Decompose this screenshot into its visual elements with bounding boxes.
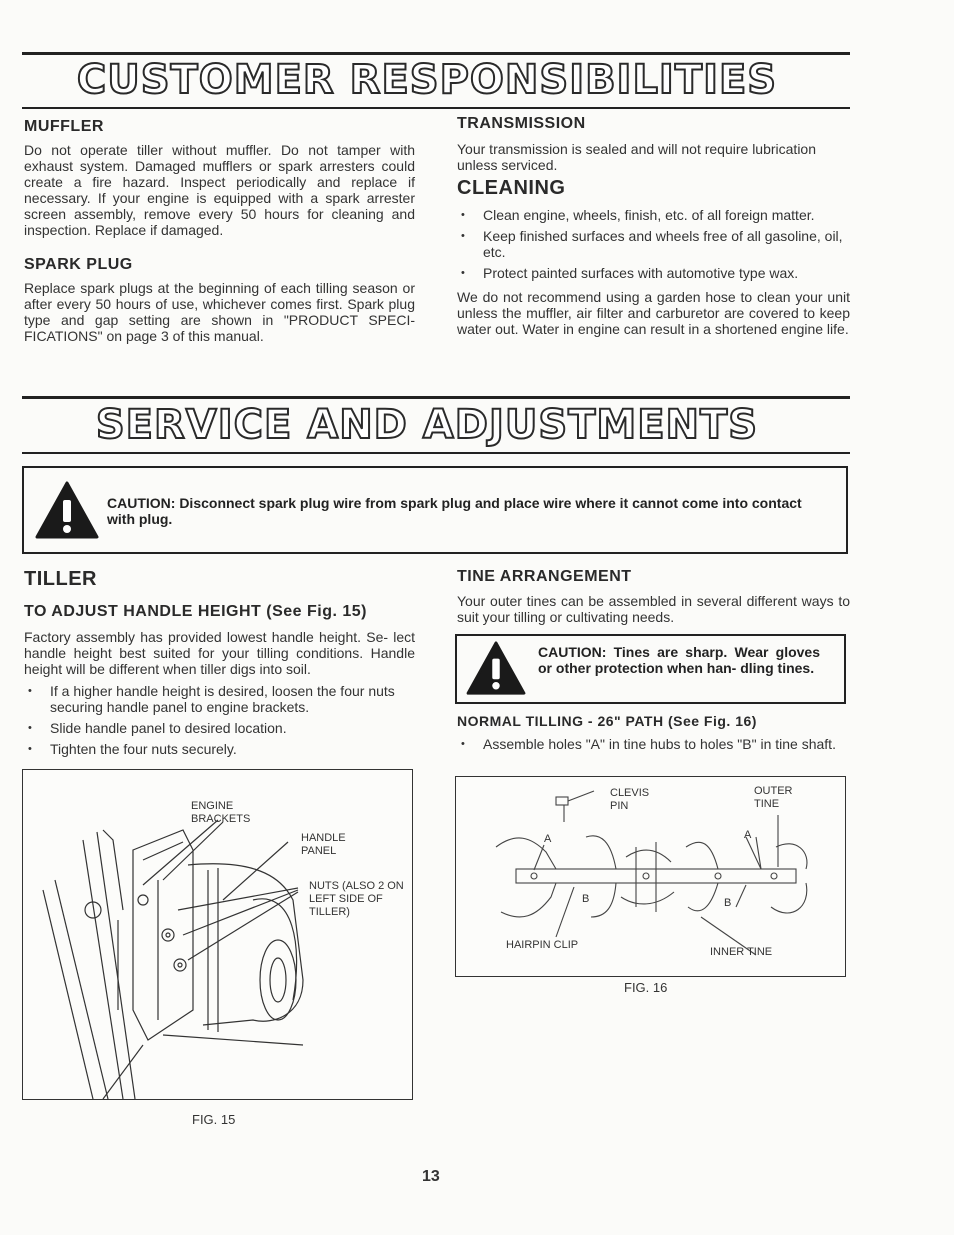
warning-icon <box>34 480 100 540</box>
a-left-label: A <box>544 833 552 845</box>
muffler-text: Do not operate tiller without muffler. Do not tamper with exhaust system. Damaged mufflers or spark arresters could create a fire hazard. Inspect periodically and replace if necessary. If your engine is equipped with a spark arrester screen assembly, remove every 50 hours for cleaning and inspection. Replace if damaged. <box>24 142 415 238</box>
spark-plug-heading: SPARK PLUG <box>24 256 133 273</box>
hairpin-clip-label: HAIRPIN CLIP <box>506 939 579 951</box>
customer-title-rule <box>22 107 850 109</box>
list-item: • Tighten the four nuts securely. <box>24 741 416 757</box>
tiller-heading: TILLER <box>24 568 97 590</box>
transmission-heading: TRANSMISSION <box>457 115 586 132</box>
outer-tine-label: OUTER TINE <box>754 785 793 810</box>
a-right-label: A <box>744 829 752 841</box>
figure-15-caption: FIG. 15 <box>192 1112 236 1127</box>
b-left-label: B <box>582 893 590 905</box>
list-item: • Slide handle panel to desired location. <box>24 720 416 736</box>
normal-tilling-bullets <box>457 736 849 757</box>
service-top-rule <box>22 396 850 399</box>
tine-arrangement-text: Your outer tines can be assembled in several different ways to suit your tilling or cultivating needs. <box>457 593 850 625</box>
inner-tine-label: INNER TINE <box>710 946 773 958</box>
list-item: • Clean engine, wheels, finish, etc. of all foreign matter. <box>457 207 852 223</box>
cleaning-text: We do not recommend using a garden hose to clean your unit unless the muffler, air filter and carburetor are covered to keep water out. Water in engine can result in a shortened engine life. <box>457 289 850 337</box>
warning-icon <box>465 640 527 696</box>
list-item: • Assemble holes "A" in tine hubs to holes "B" in tine shaft. <box>457 736 849 752</box>
clevis-pin-label: CLEVIS PIN <box>610 787 650 812</box>
cleaning-heading: CLEANING <box>457 177 566 199</box>
figure-16 <box>455 776 846 977</box>
nuts-label: NUTS (ALSO 2 ON LEFT SIDE OF TILLER) <box>309 880 404 918</box>
adjust-handle-bullets <box>24 683 416 762</box>
handle-panel-label: HANDLE PANEL <box>301 832 346 857</box>
figure-16-caption: FIG. 16 <box>624 980 668 995</box>
page-number: 13 <box>422 1168 440 1185</box>
tine-arrangement-heading: TINE ARRANGEMENT <box>457 568 632 585</box>
b-right-label: B <box>724 897 732 909</box>
adjust-handle-text: Factory assembly has provided lowest handle height. Se- lect handle height best suited for your tilling conditions. Handle height will be different when tiller digs into soil. <box>24 629 415 677</box>
spark-plug-text: Replace spark plugs at the beginning of each tilling season or after every 50 hours of use, whichever comes first. Spark plug type and gap setting are shown in "PRODUCT SPECI- FICATIONS" on page 3 of this manual. <box>24 280 415 344</box>
customer-title: CUSTOMER RESPONSIBILITIES <box>76 57 778 103</box>
normal-tilling-heading: NORMAL TILLING - 26" PATH (See Fig. 16) <box>457 713 757 729</box>
service-title-rule <box>22 452 850 454</box>
list-item: • Keep finished surfaces and wheels free of all gasoline, oil, etc. <box>457 228 852 260</box>
adjust-handle-heading: TO ADJUST HANDLE HEIGHT (See Fig. 15) <box>24 603 367 620</box>
muffler-heading: MUFFLER <box>24 118 104 135</box>
top-rule <box>22 52 850 55</box>
caution-text-tines: CAUTION: Tines are sharp. Wear gloves or other protection when han- dling tines. <box>538 644 820 676</box>
service-title: SERVICE AND ADJUSTMENTS <box>95 402 759 448</box>
list-item: • If a higher handle height is desired, loosen the four nuts securing handle panel to engine brackets. <box>24 683 416 715</box>
engine-brackets-label: ENGINE BRACKETS <box>191 800 251 825</box>
figure-15 <box>22 769 413 1100</box>
list-item: • Protect painted surfaces with automotive type wax. <box>457 265 852 281</box>
cleaning-bullets <box>457 207 852 286</box>
transmission-text: Your transmission is sealed and will not require lubrication unless serviced. <box>457 141 817 173</box>
caution-text-main: CAUTION: Disconnect spark plug wire from spark plug and place wire where it cannot come into contact with plug. <box>107 495 802 527</box>
